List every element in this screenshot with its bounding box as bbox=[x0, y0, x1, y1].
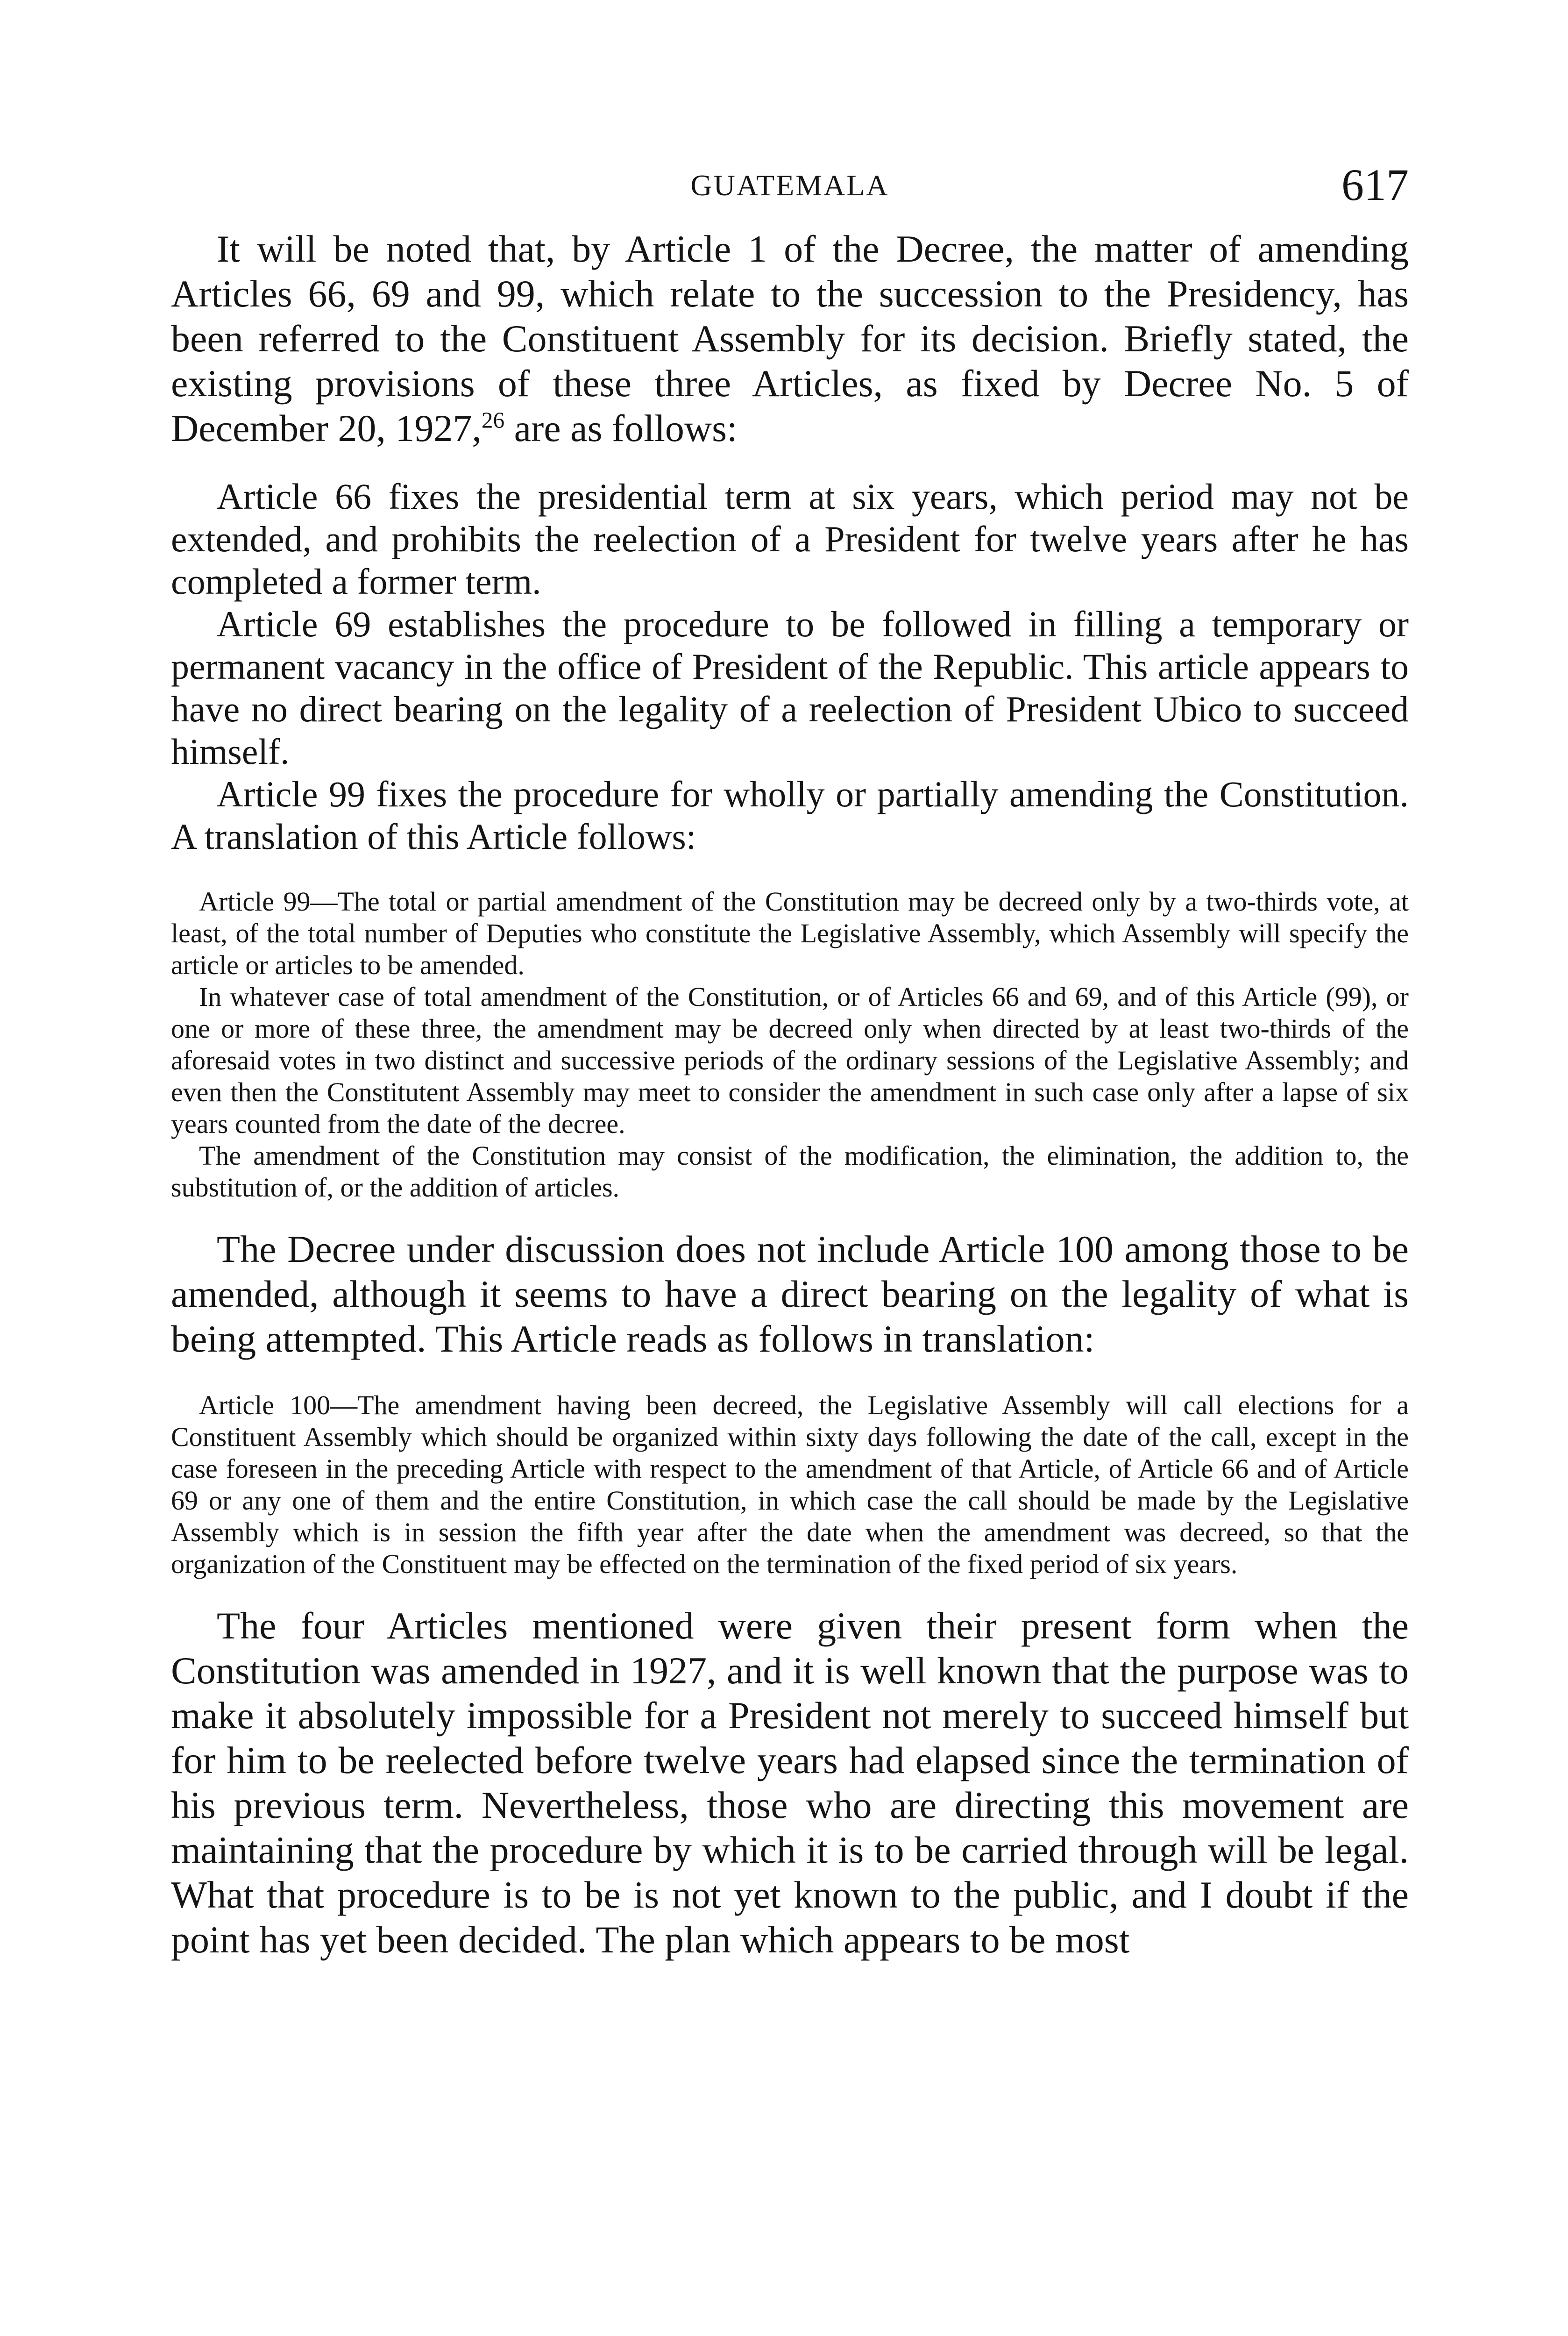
summary-article-69: Article 69 establishes the procedure to be followed in filling a temporary or permanent vacancy in the office of President of the Republic. This article appears to have no direct bearing on the legality of a reelection of President Ubico to succeed himself. bbox=[171, 604, 1409, 772]
article-99-para: Article 99—The total or partial amendment of the Constitution may be decreed only by a two-thirds vote, at least, of the total number of Deputies who constitute the Legislative Assembly, which Assembly will specify the article or articles to be amended. bbox=[171, 886, 1409, 980]
footnote-ref: 26 bbox=[481, 407, 505, 433]
article-summaries bbox=[171, 475, 1409, 858]
summary-article-99: Article 99 fixes the procedure for wholly or partially amending the Constitution. A translation of this Article follows: bbox=[171, 774, 1409, 857]
summary-article-66: Article 66 fixes the presidential term at six years, which period may not be extended, and prohibits the reelection of a President for twelve years after he has completed a former term. bbox=[171, 476, 1409, 602]
document-page bbox=[171, 159, 1409, 1962]
body-paragraph: The four Articles mentioned were given their present form when the Constitution was amended in 1927, and it is well known that the purpose was to make it absolutely impossible for a President not merely to succeed himself but for him to be reelected before twelve years had elapsed since the termination of his previous term. Nevertheless, those who are directing this movement are maintaining that the procedure by which it is to be carried through will be legal. What that procedure is to be is not yet known to the public, and I doubt if the point has yet been decided. The plan which appears to be most bbox=[171, 1604, 1409, 1961]
intro-text-end: are as follows: bbox=[504, 407, 738, 449]
page-header bbox=[171, 159, 1409, 224]
running-title: GUATEMALA bbox=[690, 169, 889, 202]
body-paragraph: The Decree under discussion does not include Article 100 among those to be amended, although it seems to have a direct bearing on the legality of what is being attempted. This Article reads as follows in translation: bbox=[171, 1228, 1409, 1360]
page-number: 617 bbox=[1341, 160, 1409, 210]
article-99-para: In whatever case of total amendment of the Constitution, or of Articles 66 and 69, and of this Article (99), or one or more of these three, the amendment may be decreed only when directed by at least two-thirds of the aforesaid votes in two distinct and successive periods of the ordinary sessions of the Legislative Assembly; and even then the Constitutent Assembly may meet to consider the amendment in such case only after a lapse of six years counted from the date of the decree. bbox=[171, 982, 1409, 1139]
article-99-quote bbox=[171, 886, 1409, 1204]
article-99-para: The amendment of the Constitution may consist of the modification, the elimination, the addition to, the substitution of, or the addition of articles. bbox=[171, 1140, 1409, 1203]
intro-paragraph bbox=[171, 227, 1409, 451]
article-100-para: Article 100—The amendment having been decreed, the Legislative Assembly will call elections for a Constituent Assembly which should be organized within sixty days following the date of the call, except in the case foreseen in the preceding Article with respect to the amendment of that Article, of Article 66 and of Article 69 or any one of them and the entire Constitution, in which case the call should be made by the Legislative Assembly which is in session the fifth year after the date when the amendment was decreed, so that the organization of the Constituent may be effected on the termination of the fixed period of six years. bbox=[171, 1390, 1409, 1579]
article-100-quote bbox=[171, 1389, 1409, 1580]
intro-text: It will be noted that, by Article 1 of the Decree, the matter of amending Articles 66, 69 and 99, which relate to the succession to the Presidency, has been referred to the Constituent Assembly for its decision. Briefly stated, the existing provisions of these three Articles, as fixed by Decree No. 5 of December 20, 1927, bbox=[171, 228, 1409, 449]
